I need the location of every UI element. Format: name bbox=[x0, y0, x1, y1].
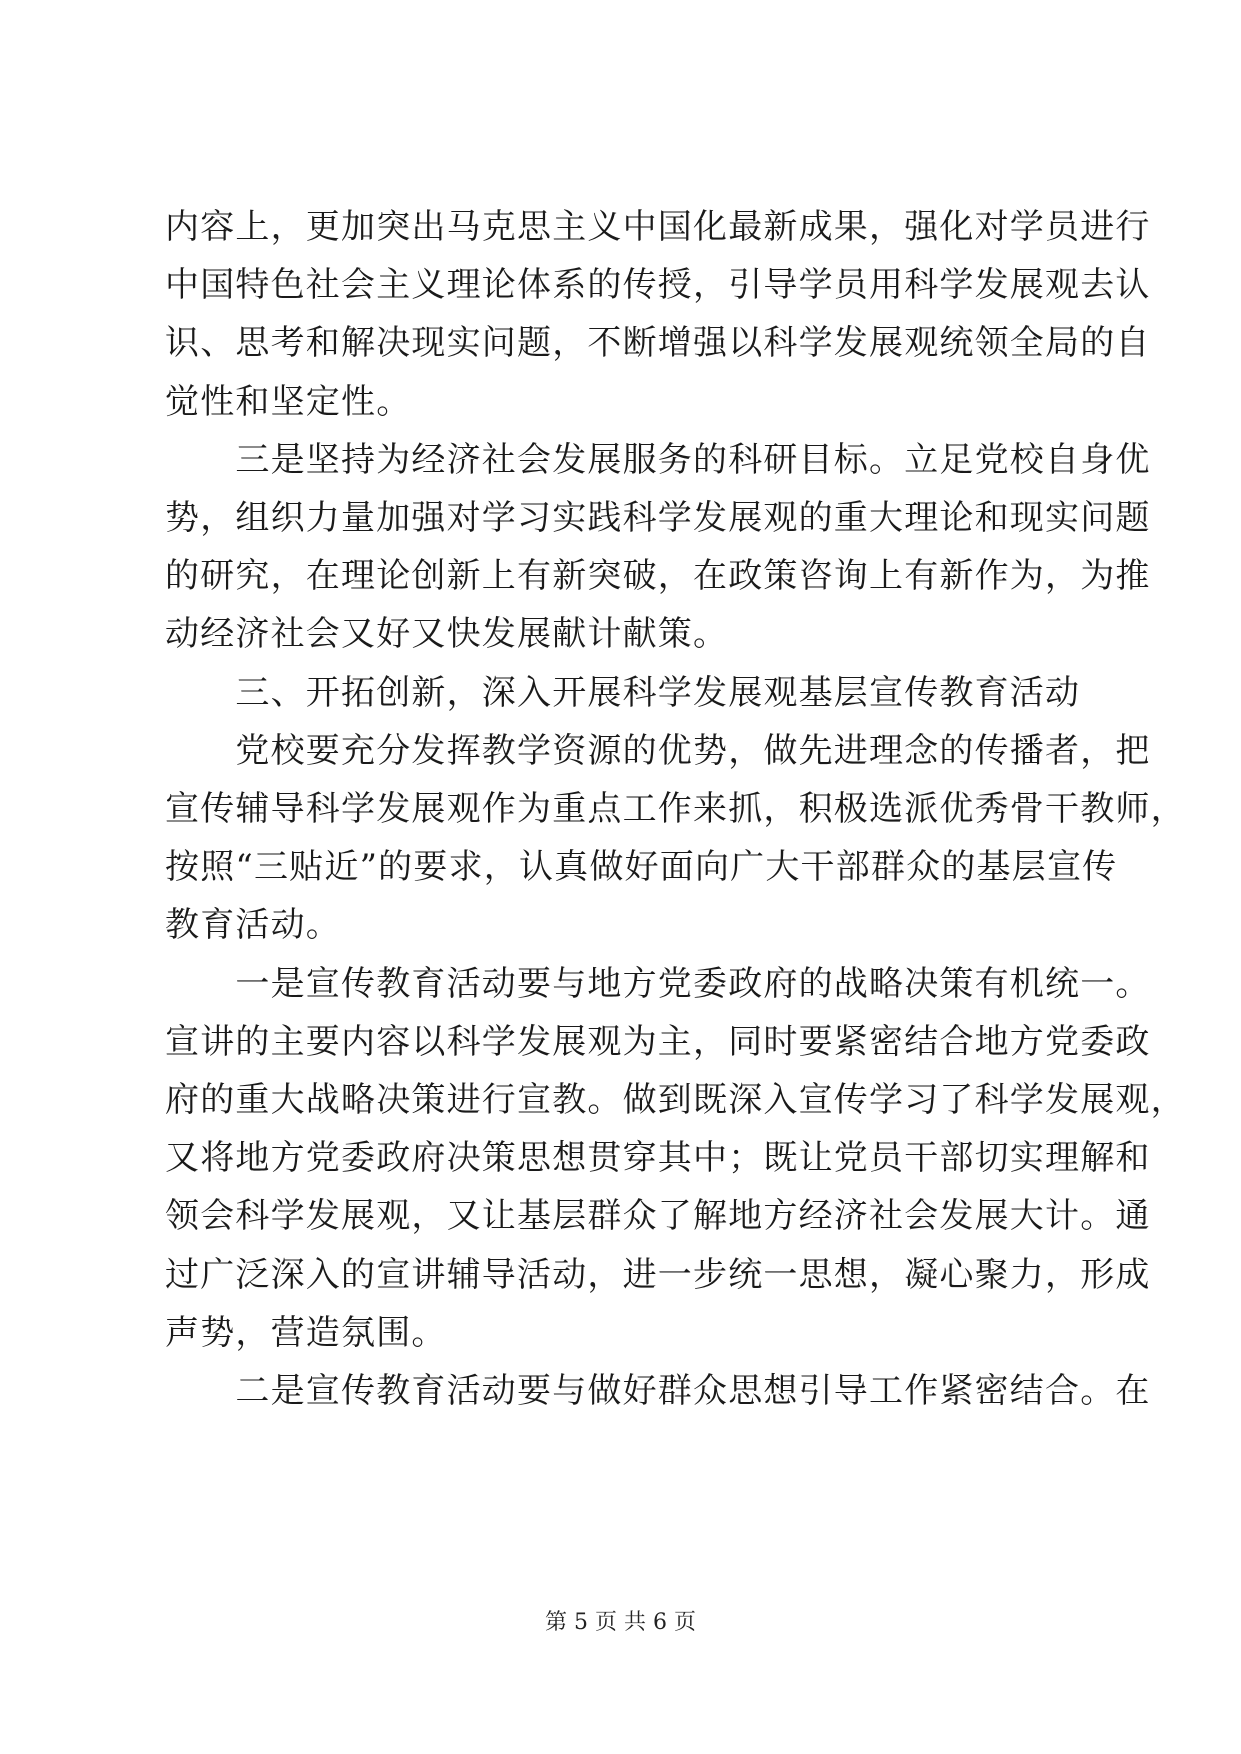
text-line: 的研究，在理论创新上有新突破，在政策咨询上有新作为，为推 bbox=[165, 556, 1151, 596]
text-line: 党校要充分发挥教学资源的优势，做先进理念的传播者，把 bbox=[165, 731, 1151, 771]
text-line: 教育活动。 bbox=[165, 905, 341, 945]
text-line: 二是宣传教育活动要与做好群众思想引导工作紧密结合。在 bbox=[165, 1371, 1151, 1411]
text-line: 内容上，更加突出马克思主义中国化最新成果，强化对学员进行 bbox=[165, 207, 1151, 247]
text-line: 觉性和坚定性。 bbox=[165, 382, 412, 422]
text-line: 领会科学发展观，又让基层群众了解地方经济社会发展大计。通 bbox=[165, 1196, 1151, 1236]
text-line: 宣传辅导科学发展观作为重点工作来抓，积极选派优秀骨干教师， bbox=[165, 789, 1186, 829]
text-line: 宣讲的主要内容以科学发展观为主，同时要紧密结合地方党委政 bbox=[165, 1022, 1151, 1062]
text-line: 中国特色社会主义理论体系的传授，引导学员用科学发展观去认 bbox=[165, 265, 1151, 305]
text-line: 府的重大战略决策进行宣教。做到既深入宣传学习了科学发展观， bbox=[165, 1080, 1186, 1120]
text-line: 动经济社会又好又快发展献计献策。 bbox=[165, 614, 729, 654]
text-line: 三、开拓创新，深入开展科学发展观基层宣传教育活动 bbox=[165, 673, 1081, 713]
page-footer: 第 5 页 共 6 页 bbox=[545, 1610, 696, 1635]
text-line: 势，组织力量加强对学习实践科学发展观的重大理论和现实问题 bbox=[165, 498, 1151, 538]
text-line: 又将地方党委政府决策思想贯穿其中；既让党员干部切实理解和 bbox=[165, 1138, 1151, 1178]
text-line: 三是坚持为经济社会发展服务的科研目标。立足党校自身优 bbox=[165, 440, 1151, 480]
text-line: 识、思考和解决现实问题，不断增强以科学发展观统领全局的自 bbox=[165, 323, 1151, 363]
text-line: 声势，营造氛围。 bbox=[165, 1313, 447, 1353]
text-line: 按照“三贴近”的要求，认真做好面向广大干部群众的基层宣传 bbox=[165, 847, 1118, 887]
text-line: 一是宣传教育活动要与地方党委政府的战略决策有机统一。 bbox=[165, 964, 1151, 1004]
text-line: 过广泛深入的宣讲辅导活动，进一步统一思想，凝心聚力，形成 bbox=[165, 1255, 1151, 1295]
